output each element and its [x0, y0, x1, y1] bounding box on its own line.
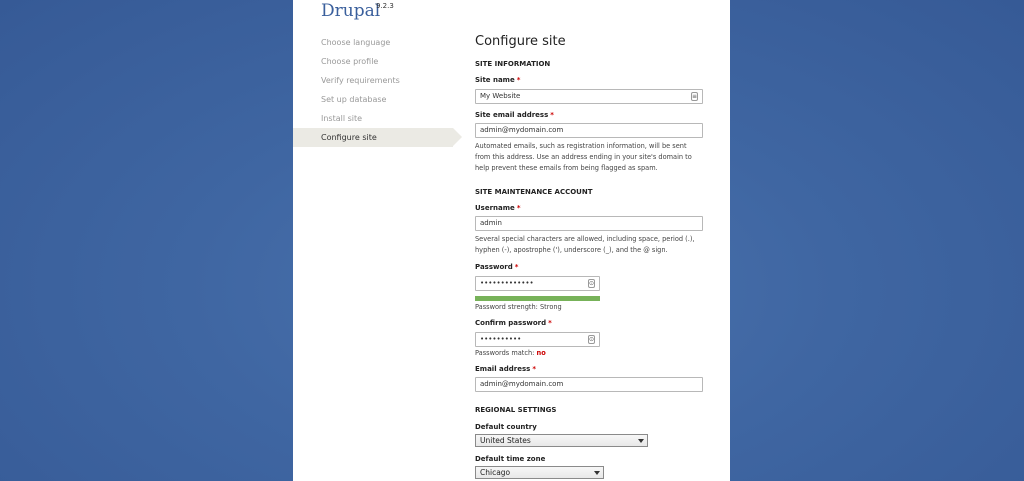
site-email-description: Automated emails, such as registration information, will be sent from this address. Use an address ending in your site's domain to help prevent these emails from being flagged as spam. — [475, 142, 692, 172]
required-marker: * — [516, 204, 521, 212]
step-choose-language: Choose language — [321, 38, 391, 47]
required-marker: * — [550, 111, 554, 119]
email-address-input[interactable]: admin@mydomain.com — [475, 377, 703, 392]
password-label: Password * — [475, 263, 519, 271]
email-address-label: Email address * — [475, 365, 536, 373]
contact-card-icon[interactable]: ≡ — [692, 93, 698, 100]
regional-settings-heading: REGIONAL SETTINGS — [475, 406, 557, 414]
username-description: Several special characters are allowed, including space, period (.), hyphen (-), apostrophe ('), underscore (_), and the @ sign. — [475, 235, 695, 254]
site-email-input[interactable]: admin@mydomain.com — [475, 123, 703, 138]
default-country-label: Default country — [475, 423, 537, 431]
site-maintenance-heading: SITE MAINTENANCE ACCOUNT — [475, 188, 593, 196]
required-marker: * — [516, 76, 521, 84]
chevron-down-icon — [594, 471, 600, 475]
drupal-logo: Drupal — [321, 1, 381, 21]
step-set-up-database: Set up database — [321, 95, 387, 104]
required-marker: * — [548, 319, 552, 327]
chevron-down-icon — [638, 439, 644, 443]
site-information-heading: SITE INFORMATION — [475, 60, 551, 68]
step-verify-requirements: Verify requirements — [321, 76, 400, 85]
default-country-select[interactable]: United States — [475, 434, 648, 447]
default-time-zone-label: Default time zone — [475, 455, 546, 463]
password-strength-text: Password strength: Strong — [475, 303, 562, 311]
password-strength-fill — [475, 296, 600, 301]
password-manager-icon[interactable]: ⊙ — [589, 336, 595, 343]
default-time-zone-select[interactable]: Chicago — [475, 466, 604, 479]
step-configure-site: Configure site — [293, 128, 453, 147]
confirm-password-label: Confirm password * — [475, 319, 552, 327]
drupal-version: 9.2.3 — [376, 2, 394, 10]
step-install-site: Install site — [321, 114, 363, 123]
passwords-match-text: Passwords match: no — [475, 349, 546, 357]
installer-page — [293, 0, 730, 481]
username-input[interactable]: admin — [475, 216, 703, 231]
site-name-label: Site name * — [475, 76, 521, 84]
install-steps — [293, 33, 453, 147]
confirm-password-input[interactable]: •••••••••• ⊙ — [475, 332, 600, 347]
username-label: Username * — [475, 204, 521, 212]
password-manager-icon[interactable]: ⊙ — [589, 280, 595, 287]
required-marker: * — [514, 263, 519, 271]
password-input[interactable]: ••••••••••••• ⊙ — [475, 276, 600, 291]
passwords-match-value: no — [536, 349, 546, 357]
step-choose-profile: Choose profile — [321, 57, 379, 66]
site-name-input[interactable]: My Website ≡ — [475, 89, 703, 104]
site-email-label: Site email address * — [475, 111, 554, 119]
page-title: Configure site — [475, 34, 566, 49]
password-strength-bar — [475, 296, 600, 301]
required-marker: * — [532, 365, 536, 373]
